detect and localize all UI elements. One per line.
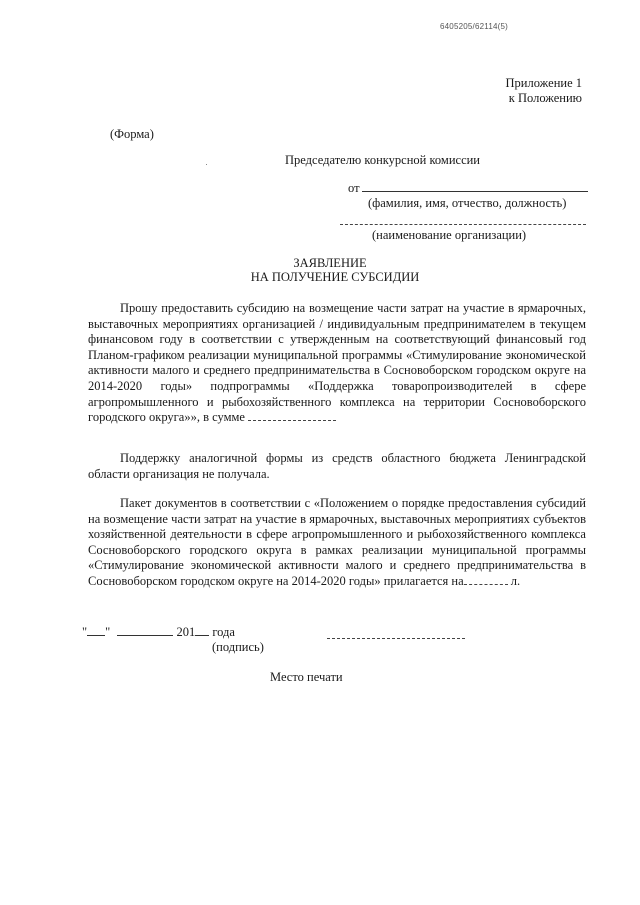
documents-text: Пакет документов в соответствии с «Положением о порядке предоставления субсидий на возмещение части затрат на участие в ярмарочных, выставочных мероприятиях субъектов хозяйственной деятельности в сфере агропромышленного и рыбохозяйственного комплекса Сосновоборского городского округа в рамках реализации муниципальной программы «Стимулирование экономической активности малого и среднего предпринимательства в Сосновоборском городском округе на 2014-2020 годы» прилагается на <box>88 496 586 588</box>
from-prefix: от <box>348 181 360 195</box>
annex-line-1: Приложение 1 <box>505 76 582 90</box>
signature-caption: (подпись) <box>212 640 264 654</box>
organization-blank-line <box>340 223 586 225</box>
addressee-title: Председателю конкурсной комиссии <box>285 153 481 167</box>
document-title: ЗАЯВЛЕНИЕ <box>293 256 367 270</box>
amount-blank-line <box>248 410 336 421</box>
scan-speck <box>206 164 207 165</box>
date-quote-close: " <box>105 625 111 639</box>
request-text: Прошу предоставить субсидию на возмещение части затрат на участие в ярмарочных, выставочных мероприятиях организацией / индивидуальным предпринимателем в текущем финансовом году в соответствии с утвержденным на соответствующий финансовый год Планом-графиком реализации муниципальной программы «Стимулирование экономической активности малого и среднего предпринимательства в Сосновоборском городском округе на 2014-2020 годы» подпрограммы «Поддержка товаропроизводителей в сфере агропромышленного и рыбохозяйственного комплекса на территории Сосновоборского городского округа»», в сумме <box>88 301 586 425</box>
signature-blank-line <box>327 637 465 639</box>
from-field <box>348 181 588 196</box>
annex-reference <box>506 76 582 106</box>
form-label: (Форма) <box>110 127 154 141</box>
pages-blank-line <box>464 574 508 585</box>
request-paragraph <box>88 301 586 426</box>
day-blank-line <box>87 625 105 636</box>
no-other-support-paragraph: Поддержку аналогичной формы из средств областного бюджета Ленинградской области организация не получала. <box>88 451 586 481</box>
fio-caption: (фамилия, имя, отчество, должность) <box>368 196 567 210</box>
date-quote-open: " <box>82 625 88 639</box>
year-blank-line <box>195 625 209 636</box>
annex-line-2: к Положению <box>508 91 582 105</box>
documents-paragraph <box>88 496 586 590</box>
document-code: 6405205/62114(5) <box>440 22 508 31</box>
organization-caption: (наименование организации) <box>372 228 527 242</box>
month-blank-line <box>117 625 173 636</box>
date-field <box>82 625 235 640</box>
year-suffix: года <box>212 625 235 639</box>
stamp-label: Место печати <box>270 670 343 684</box>
year-prefix: 201 <box>176 625 196 639</box>
from-blank-line <box>362 181 588 192</box>
document-subtitle: НА ПОЛУЧЕНИЕ СУБСИДИИ <box>250 270 420 284</box>
pages-suffix: л. <box>510 573 521 588</box>
